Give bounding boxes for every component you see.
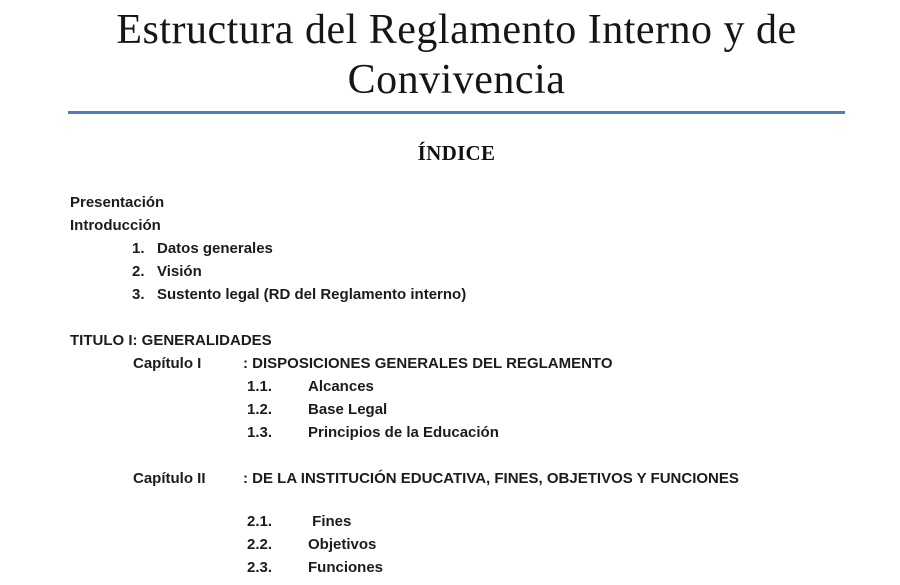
toc-entry-label: Datos generales <box>157 240 273 257</box>
title-block <box>68 0 845 114</box>
toc-entry-number: 1.3. <box>247 424 273 441</box>
toc-entry-datos-generales <box>70 237 860 260</box>
toc-entry-number: 3. <box>132 286 145 303</box>
toc-entry-label: Principios de la Educación <box>308 424 499 441</box>
toc-entry-label: Alcances <box>308 378 374 395</box>
spacer <box>70 444 860 467</box>
table-of-contents <box>0 191 900 579</box>
toc-entry-number: 1.2. <box>247 401 273 418</box>
toc-entry-fines <box>70 510 860 533</box>
toc-entry-label: Sustento legal (RD del Reglamento interno) <box>157 286 467 303</box>
chapter-heading: : DE LA INSTITUCIÓN EDUCATIVA, FINES, OBJETIVOS Y FUNCIONES <box>243 470 739 487</box>
toc-entry-number: 1. <box>132 240 145 257</box>
toc-entry-base-legal <box>70 398 860 421</box>
toc-entry-number: 1.1. <box>247 378 273 395</box>
spacer <box>70 306 860 329</box>
toc-entry-presentacion: Presentación <box>70 194 165 211</box>
toc-entry-number: 2.2. <box>247 536 273 553</box>
document-title: Estructura del Reglamento Interno y de Convivencia <box>116 7 797 103</box>
toc-entry-alcances <box>70 375 860 398</box>
toc-entry-label: Objetivos <box>308 536 377 553</box>
chapter-label: Capítulo I <box>133 355 202 372</box>
toc-entry-funciones <box>70 556 860 579</box>
chapter-label: Capítulo II <box>133 470 206 487</box>
toc-entry-number: 2.1. <box>247 513 273 530</box>
toc-entry-label: Fines <box>308 513 352 530</box>
toc-entry-vision <box>70 260 860 283</box>
toc-entry-principios <box>70 421 860 444</box>
toc-entry-number: 2.3. <box>247 559 273 576</box>
toc-entry-introduccion: Introducción <box>70 217 161 234</box>
toc-entry-number: 2. <box>132 263 145 280</box>
chapter-heading: : DISPOSICIONES GENERALES DEL REGLAMENTO <box>243 355 613 372</box>
spacer <box>70 490 860 510</box>
index-heading: ÍNDICE <box>417 141 496 165</box>
toc-entry-label: Funciones <box>308 559 384 576</box>
toc-entry-label: Base Legal <box>308 401 388 418</box>
toc-entry-label: Visión <box>157 263 202 280</box>
toc-entry-titulo-1: TITULO I: GENERALIDADES <box>70 332 272 349</box>
toc-entry-capitulo-1 <box>70 352 860 375</box>
toc-entry-sustento-legal <box>70 283 860 306</box>
toc-entry-capitulo-2 <box>70 467 860 490</box>
toc-entry-objetivos <box>70 533 860 556</box>
